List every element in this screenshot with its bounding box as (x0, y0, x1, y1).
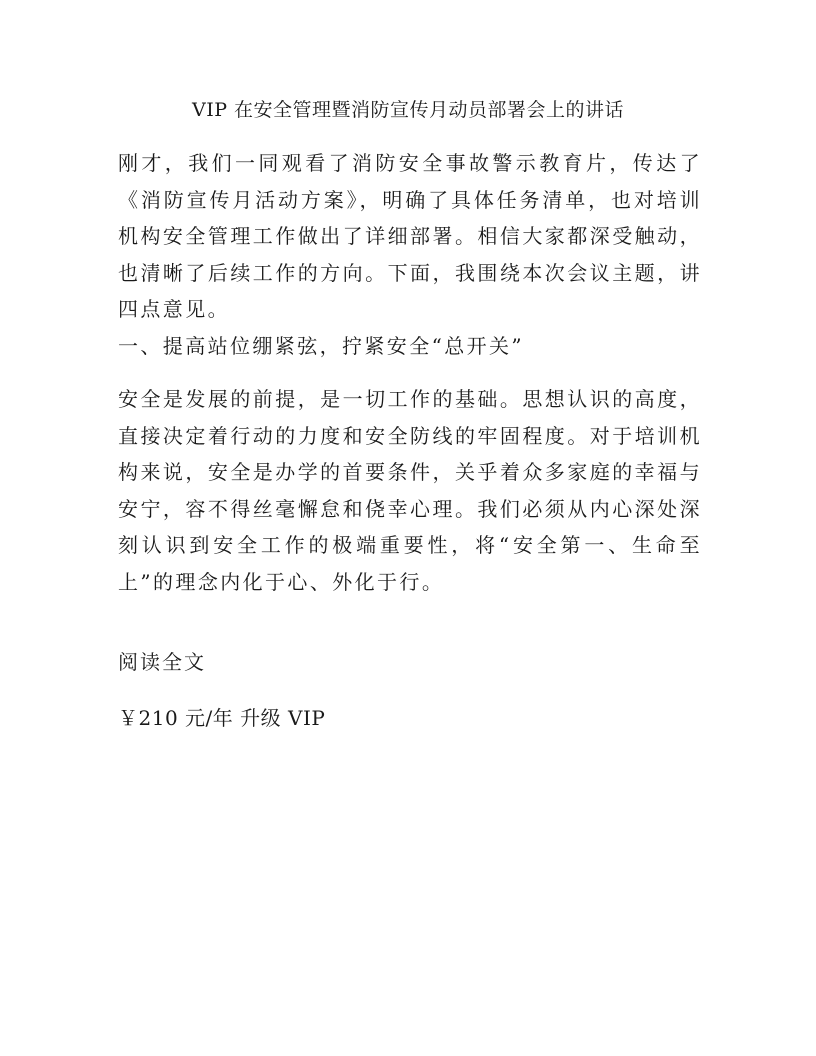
read-full-text-link[interactable]: 阅读全文 (118, 650, 206, 674)
vip-price-line (118, 703, 325, 733)
vip-price: ￥210 元/年 (118, 706, 234, 730)
section-heading-1: 一、提高站位绷紧弦，拧紧安全“总开关” (118, 334, 525, 358)
section-1-paragraph: 安全是发展的前提，是一切工作的基础。思想认识的高度，直接决定着行动的力度和安全防线的牢固程度。对于培训机构来说，安全是办学的首要条件，关乎着众多家庭的幸福与安宁，容不得丝毫懈怠和侥幸心理。我们必须从内心深处深刻认识到安全工作的极端重要性，将“安全第一、生命至上”的理念内化于心、外化于行。 (118, 387, 702, 594)
upgrade-vip-link[interactable]: 升级 VIP (240, 706, 326, 730)
document-title: VIP 在安全管理暨消防宣传月动员部署会上的讲话 (191, 99, 625, 121)
intro-paragraph: 刚才，我们一同观看了消防安全事故警示教育片，传达了《消防宣传月活动方案》，明确了具体任务清单，也对培训机构安全管理工作做出了详细部署。相信大家都深受触动，也清晰了后续工作的方向。下面，我围绕本次会议主题，讲四点意见。 (118, 151, 702, 321)
